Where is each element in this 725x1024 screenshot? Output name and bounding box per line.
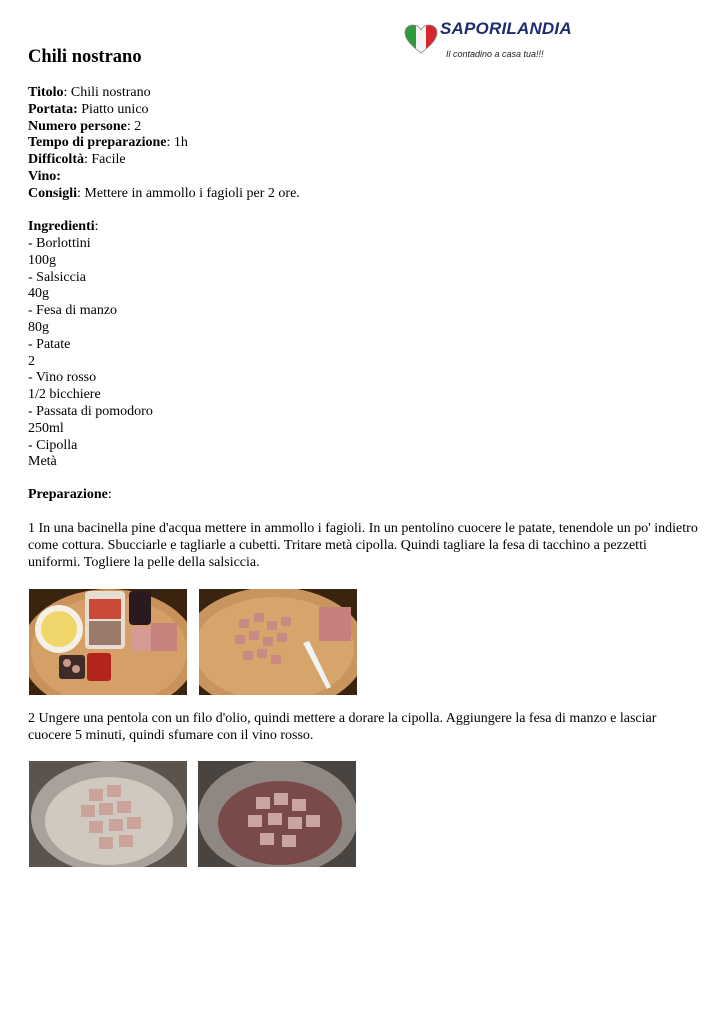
- step-2-photo-pan-wine: [198, 761, 356, 867]
- logo-tagline: Il contadino a casa tua!!!: [446, 49, 544, 59]
- step-1-text: 1 In una bacinella pine d'acqua mettere in ammollo i fagioli. In un pentolino cuocere le patate, tenendole un po' indietro come cottura. Sbucciarle e tagliarle a cubetti. Tritare metà cipolla. Quindi tagliare la fesa di tacchino a pezzetti uniformi. Togliere la pelle della salsiccia.: [28, 521, 698, 570]
- ingredient-name: - Vino rosso: [28, 370, 97, 386]
- recipe-meta: [28, 85, 300, 203]
- step-2-photo-pan-browning: [29, 761, 187, 867]
- ingredient-qty: 40g: [28, 286, 49, 302]
- preparation-heading: Preparazione:: [28, 487, 112, 502]
- ingredient-qty: 2: [28, 353, 35, 369]
- ingredient-qty: Metà: [28, 454, 57, 470]
- ingredient-name: - Passata di pomodoro: [28, 403, 153, 419]
- step-1-photo-ingredients: [29, 589, 187, 695]
- saporilandia-logo: [404, 20, 574, 62]
- ingredient-name: - Borlottini: [28, 236, 91, 251]
- meta-row-titolo: Titolo: Chili nostrano: [28, 85, 151, 100]
- meta-row-tempo: Tempo di preparazione: 1h: [28, 135, 188, 151]
- meta-row-vino: Vino:: [28, 168, 61, 184]
- ingredient-name: - Cipolla: [28, 437, 78, 453]
- ingredient-name: - Fesa di manzo: [28, 303, 118, 319]
- meta-row-portata: Portata: Piatto unico: [28, 101, 149, 117]
- recipe-title: Chili nostrano: [28, 47, 142, 67]
- ingredient-name: - Patate: [28, 336, 71, 352]
- step-2-text: 2 Ungere una pentola con un filo d'olio, quindi mettere a dorare la cipolla. Aggiungere la fesa di manzo e lasciar cuocere 5 minuti, quindi sfumare con il vino rosso.: [28, 711, 657, 743]
- ingredient-qty: 100g: [28, 252, 56, 268]
- meta-row-persone: Numero persone: 2: [28, 118, 142, 134]
- ingredients-heading: Ingredienti:: [28, 219, 99, 234]
- ingredient-qty: 250ml: [28, 420, 64, 436]
- meta-row-difficolta: Difficoltà: Facile: [28, 152, 126, 168]
- step-1-photo-chopped-meat: [199, 589, 357, 695]
- ingredients-list: [28, 236, 153, 471]
- ingredient-qty: 80g: [28, 319, 49, 335]
- ingredient-qty: 1/2 bicchiere: [28, 387, 101, 403]
- logo-name: SAPORILANDIA: [440, 19, 572, 38]
- italian-heart-icon: [404, 24, 438, 54]
- meta-row-consigli: Consigli: Mettere in ammollo i fagioli per 2 ore.: [28, 185, 300, 201]
- ingredient-name: - Salsiccia: [28, 269, 86, 285]
